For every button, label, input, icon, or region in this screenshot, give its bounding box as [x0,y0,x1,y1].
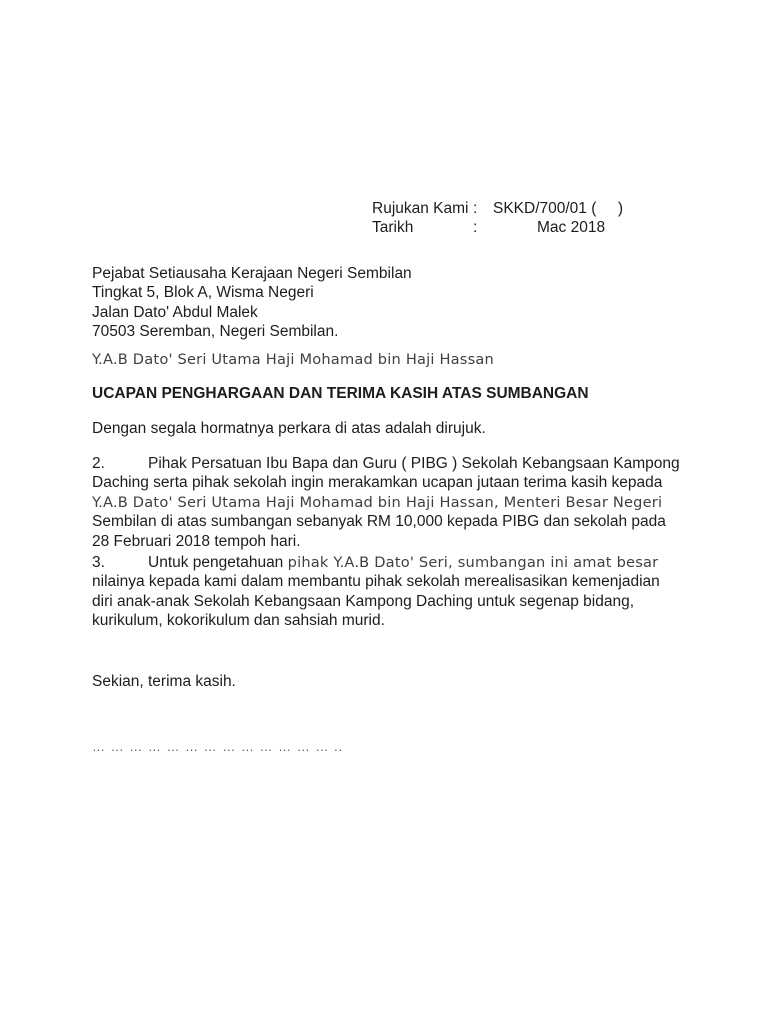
address-line: Jalan Dato' Abdul Malek [92,303,258,321]
signature-dotted-line: … … … … … … … … … … … … … .. [92,739,344,754]
paragraph-2-line: Sembilan di atas sumbangan sebanyak RM 10,000 kepada PIBG dan sekolah pada [92,513,666,531]
paragraph-number: 3. [92,554,105,571]
paragraph-3 [92,553,684,631]
address-line: Pejabat Setiausaha Kerajaan Negeri Sembilan [92,265,412,282]
paragraph-2 [92,454,684,551]
paragraph-text: Untuk pengetahuan [148,554,288,571]
salutation: Y.A.B Dato' Seri Utama Haji Mohamad bin Haji Hassan [92,351,494,368]
reference-number: SKKD/700/01 ( ) [493,200,624,217]
recipient-address [92,264,412,342]
date-label: Tarikh [372,219,414,237]
paragraph-2-line: Daching serta pihak sekolah ingin merakamkan ucapan jutaan terima kasih kepada [92,474,663,492]
paragraph-number: 2. [92,455,105,472]
date-value: Mac 2018 [537,219,606,237]
paragraph-3-line: diri anak-anak Sekolah Kebangsaan Kampong Daching untuk segenap bidang, [92,592,635,610]
paragraph-2-line: Y.A.B Dato' Seri Utama Haji Mohamad bin Haji Hassan, Menteri Besar Negeri [92,493,663,511]
address-line: Tingkat 5, Blok A, Wisma Negeri [92,284,314,302]
address-line: 70503 Seremban, Negeri Sembilan. [92,323,339,341]
paragraph-3-line [92,553,684,572]
paragraph-3-line: kurikulum, kokorikulum dan sahsiah murid. [92,612,385,630]
paragraph-2-line: 28 Februari 2018 tempoh hari. [92,532,301,550]
paragraph-3-line: nilainya kepada kami dalam membantu pihak sekolah merealisasikan kemenjadian [92,573,660,591]
subject-heading: UCAPAN PENGHARGAAN DAN TERIMA KASIH ATAS SUMBANGAN [92,385,589,402]
date-row [372,218,623,237]
closing-line: Sekian, terima kasih. [92,673,236,690]
opening-paragraph: Dengan segala hormatnya perkara di atas adalah dirujuk. [92,420,486,437]
date-separator: : [473,219,478,237]
paragraph-text: pihak Y.A.B Dato' Seri, sumbangan ini amat besar [287,554,659,571]
reference-label: Rujukan Kami [372,200,469,217]
reference-block [372,199,623,238]
paragraph-text: Pihak Persatuan Ibu Bapa dan Guru ( PIBG ) Sekolah Kebangsaan Kampong [148,455,680,472]
paragraph-2-line [92,454,684,473]
reference-row [372,199,623,218]
reference-separator: : [473,200,478,217]
